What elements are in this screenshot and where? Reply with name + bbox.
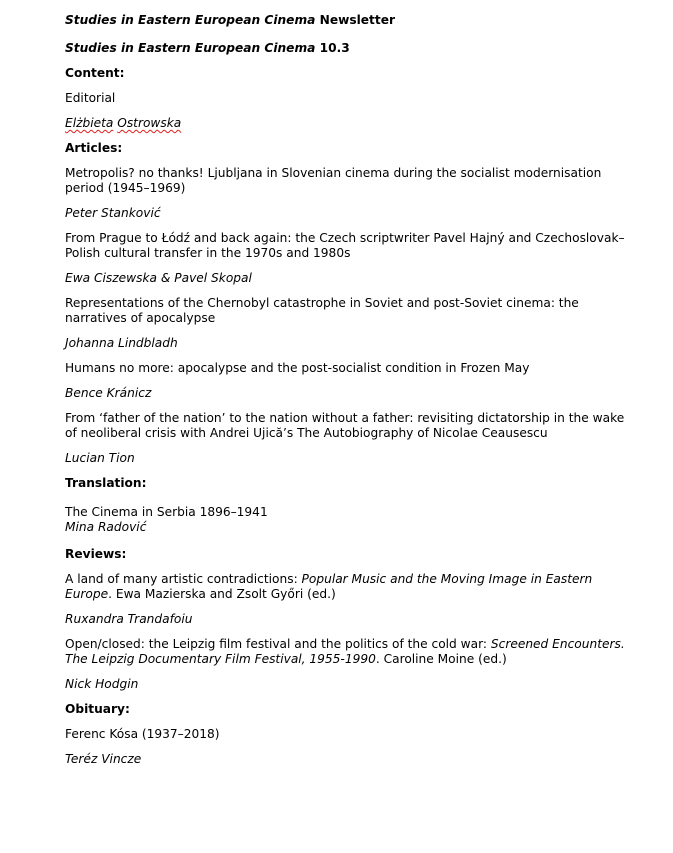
translation-entry — [65, 505, 625, 535]
reviewer: Ruxandra Trandafoiu — [65, 612, 193, 626]
article-author: Ewa Ciszewska & Pavel Skopal — [65, 271, 252, 285]
article-author: Johanna Lindbladh — [65, 336, 178, 350]
review-entry — [65, 637, 625, 667]
obituary-heading: Obituary: — [65, 702, 130, 716]
article-title: From ‘father of the nation’ to the nation without a father: revisiting dictatorship in the wake of neoliberal crisis with Andrei Ujică’s The Autobiography of Nicolae Ceausescu — [65, 411, 625, 440]
review-prefix: A land of many artistic contradictions: — [65, 572, 302, 586]
review-suffix: . Caroline Moine (ed.) — [375, 652, 507, 666]
editorial-author — [65, 116, 625, 131]
reviews-heading: Reviews: — [65, 547, 127, 561]
newsletter-title — [65, 13, 625, 28]
translation-title: The Cinema in Serbia 1896–1941 — [65, 505, 268, 519]
translation-heading: Translation: — [65, 476, 147, 490]
content-heading: Content: — [65, 66, 125, 80]
editorial-label: Editorial — [65, 91, 116, 105]
obituary-author: Teréz Vincze — [65, 752, 142, 766]
article-author: Bence Kránicz — [65, 386, 152, 400]
review-book-title: Screened Encounters. The Leipzig Documentary Film Festival, 1955-1990 — [65, 637, 625, 666]
article-title: Representations of the Chernobyl catastrophe in Soviet and post-Soviet cinema: the narratives of apocalypse — [65, 296, 579, 325]
article-title: Metropolis? no thanks! Ljubljana in Slovenian cinema during the socialist modernisation period (1945–1969) — [65, 166, 602, 195]
review-book-title: Popular Music and the Moving Image in Eastern Europe — [65, 572, 593, 601]
issue-title-rest: 10.3 — [315, 41, 350, 55]
article-author: Lucian Tion — [65, 451, 135, 465]
review-prefix: Open/closed: the Leipzig film festival and the politics of the cold war: — [65, 637, 491, 651]
editorial-author-first: Elżbieta — [65, 116, 114, 130]
issue-title — [65, 41, 625, 56]
obituary-subject: Ferenc Kósa (1937–2018) — [65, 727, 220, 741]
document-page — [65, 13, 625, 777]
newsletter-title-italic: Studies in Eastern European Cinema — [65, 13, 316, 27]
issue-title-italic: Studies in Eastern European Cinema — [65, 41, 316, 55]
editorial-author-last: Ostrowska — [117, 116, 182, 130]
articles-heading: Articles: — [65, 141, 123, 155]
translation-author: Mina Radović — [65, 520, 147, 534]
article-title: Humans no more: apocalypse and the post-socialist condition in Frozen May — [65, 361, 530, 375]
newsletter-title-rest: Newsletter — [315, 13, 395, 27]
article-author: Peter Stanković — [65, 206, 161, 220]
review-entry — [65, 572, 625, 602]
article-title: From Prague to Łódź and back again: the Czech scriptwriter Pavel Hajný and Czechoslovak–Polish cultural transfer in the 1970s and 1980s — [65, 231, 625, 260]
reviewer: Nick Hodgin — [65, 677, 139, 691]
review-suffix: . Ewa Mazierska and Zsolt Győri (ed.) — [108, 587, 336, 601]
